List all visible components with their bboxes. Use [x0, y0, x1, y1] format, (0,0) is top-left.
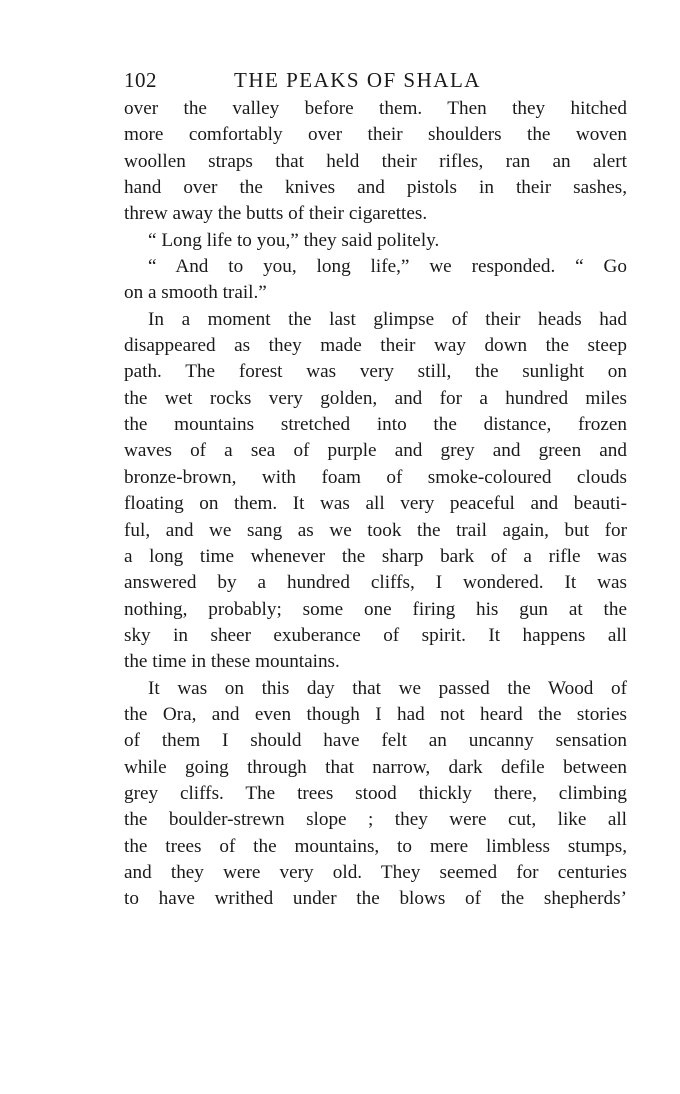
text-line: the time in these mountains. [124, 651, 340, 673]
text-line: threw away the butts of their cigarettes. [124, 203, 428, 225]
text-line: more comfortably over their shoulders the woven [124, 124, 627, 146]
text-line: and they were very old. They seemed for centuries [124, 861, 627, 883]
text-line: the boulder-strewn slope ; they were cut, like all [124, 809, 627, 831]
text-line: answered by a hundred cliffs, I wondered. It was [124, 572, 627, 594]
text-line: of them I should have felt an uncanny sensation [124, 730, 627, 752]
book-page [124, 64, 627, 913]
text-line: bronze-brown, with foam of smoke-coloured clouds [124, 466, 627, 488]
body-text [124, 96, 627, 913]
text-line: In a moment the last glimpse of their heads had [148, 308, 627, 330]
text-line: the Ora, and even though I had not heard the stories [124, 703, 627, 725]
text-line: ful, and we sang as we took the trail again, but for [124, 519, 627, 541]
text-line: floating on them. It was all very peaceful and beauti- [124, 493, 627, 515]
text-line: “ And to you, long life,” we responded. “ Go [148, 256, 627, 278]
text-line: to have writhed under the blows of the shepherds’ [124, 888, 627, 910]
text-line: the wet rocks very golden, and for a hundred miles [124, 387, 627, 409]
text-line: waves of a sea of purple and grey and green and [124, 440, 627, 462]
text-line: on a smooth trail.” [124, 282, 267, 304]
text-line: a long time whenever the sharp bark of a rifle was [124, 545, 627, 567]
text-line: “ Long life to you,” they said politely. [148, 229, 440, 251]
text-line: grey cliffs. The trees stood thickly there, climbing [124, 782, 627, 804]
running-title: THE PEAKS OF SHALA [234, 68, 481, 92]
text-line: sky in sheer exuberance of spirit. It happens all [124, 624, 627, 646]
text-line: the trees of the mountains, to mere limbless stumps, [124, 835, 627, 857]
text-line: path. The forest was very still, the sunlight on [124, 361, 627, 383]
running-head [124, 64, 627, 96]
text-line: while going through that narrow, dark defile between [124, 756, 627, 778]
text-line: disappeared as they made their way down the steep [124, 335, 627, 357]
text-line: over the valley before them. Then they hitched [124, 98, 627, 119]
text-line: the mountains stretched into the distance, frozen [124, 414, 627, 436]
text-line: hand over the knives and pistols in their sashes, [124, 177, 627, 199]
text-line: nothing, probably; some one firing his gun at the [124, 598, 627, 620]
page-number: 102 [124, 68, 157, 92]
text-line: It was on this day that we passed the Wood of [148, 677, 627, 699]
text-line: woollen straps that held their rifles, ran an alert [124, 150, 627, 172]
